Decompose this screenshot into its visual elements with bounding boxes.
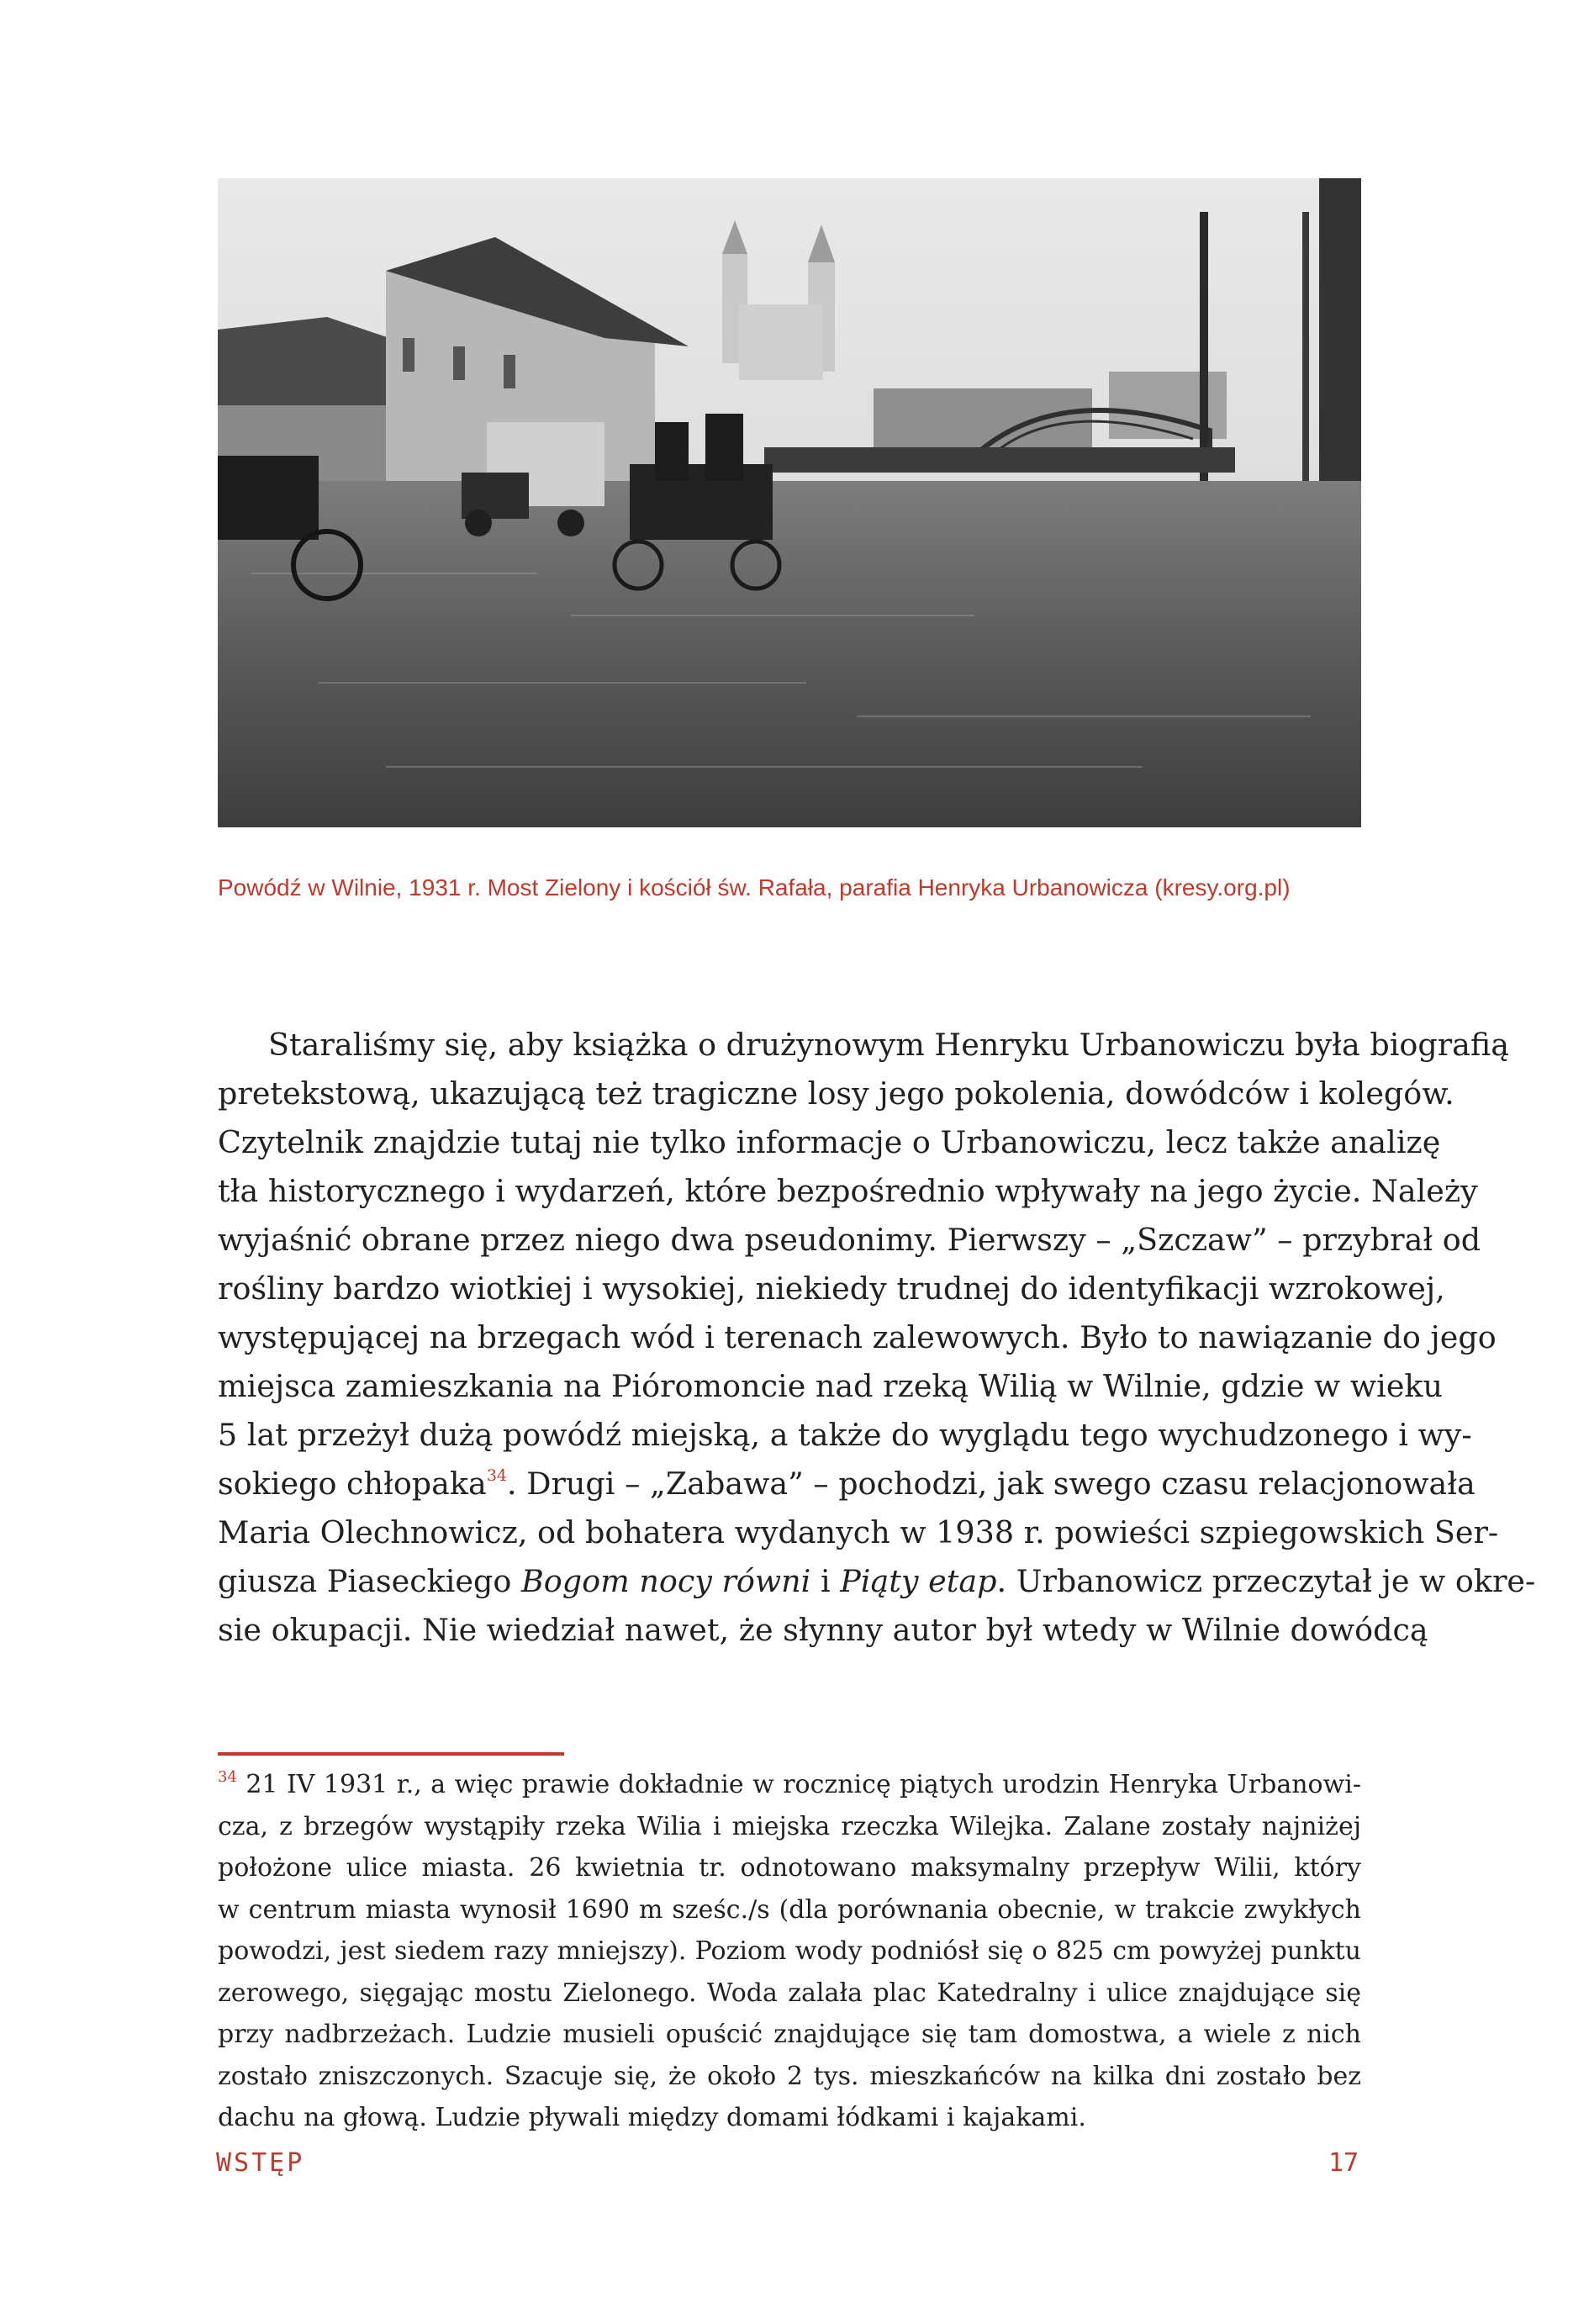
body-line: wyjaśnić obrane przez niego dwa pseudonimy. Pierwszy – „Szczaw” – przybrał od: [218, 1222, 1481, 1258]
footnote-divider: [218, 1752, 564, 1756]
body-line: 5 lat przeżył dużą powódź miejską, a także do wyglądu tego wychudzonego i wy-: [218, 1417, 1472, 1453]
footnote-line: powodzi, jest siedem razy mniejszy). Poziom wody podniósł się o 825 cm powyżej punktu: [218, 1936, 1361, 1966]
footnote-line: [218, 1764, 1361, 1806]
flood-photograph: [218, 178, 1361, 827]
book-title: Piąty etap: [840, 1563, 997, 1599]
page-number: 17: [1328, 2148, 1359, 2178]
footnote-line: przy nadbrzeżach. Ludzie musieli opuścić znajdujące się tam domostwa, a wiele z nich: [218, 2020, 1361, 2049]
footnote-line: zerowego, sięgając mostu Zielonego. Woda zalała plac Katedralny i ulice znajdujące się: [218, 1978, 1361, 2008]
body-line: Czytelnik znajdzie tutaj nie tylko informacje o Urbanowiczu, lecz także analizę: [218, 1124, 1441, 1160]
footnote-line: w centrum miasta wynosił 1690 m sześc./s (dla porównania obecnie, w trakcie zwykłych: [218, 1894, 1361, 1925]
body-line: sie okupacji. Nie wiedział nawet, że słynny autor był wtedy w Wilnie dowódcą: [218, 1612, 1428, 1648]
footnote-marker: 34: [218, 1768, 237, 1786]
body-line: Maria Olechnowicz, od bohatera wydanych w 1938 r. powieści szpiegowskich Ser-: [218, 1514, 1499, 1550]
body-line: tła historycznego i wydarzeń, które bezpośrednio wpływały na jego życie. Należy: [218, 1173, 1478, 1209]
footnote: [218, 1764, 1361, 2139]
body-line: miejsca zamieszkania na Pióromoncie nad rzeką Wilią w Wilnie, gdzie w wieku: [218, 1368, 1444, 1404]
footnote-text-run: 21 IV 1931 r., a więc prawie dokładnie w rocznicę piątych urodzin Henryka Urbanowi-: [236, 1770, 1361, 1799]
body-line: występującej na brzegach wód i terenach zalewowych. Było to nawiązanie do jego: [218, 1319, 1497, 1355]
footnote-line: cza, z brzegów wystąpiły rzeka Wilia i miejska rzeczka Wilejka. Zalane zostały najniżej: [218, 1811, 1361, 1841]
body-line: Staraliśmy się, aby książka o drużynowym Henryku Urbanowiczu była biografią: [268, 1027, 1510, 1063]
body-line: [218, 1557, 1536, 1606]
body-paragraph: [218, 1021, 1536, 1655]
footnote-line: zostało zniszczonych. Szacuje się, że około 2 tys. mieszkańców na kilka dni zostało bez: [218, 2061, 1361, 2091]
flood-photo-illustration: [218, 178, 1361, 827]
body-text-run: i: [810, 1563, 841, 1599]
footnote-reference[interactable]: 34: [486, 1466, 507, 1485]
body-text-run: giusza Piaseckiego: [218, 1563, 521, 1599]
body-text-run: sokiego chłopaka: [218, 1466, 487, 1502]
body-line: pretekstową, ukazującą też tragiczne losy jego pokolenia, dowódców i kolegów.: [218, 1075, 1454, 1112]
book-title: Bogom nocy równi: [520, 1563, 811, 1599]
footnote-line: położone ulice miasta. 26 kwietnia tr. odnotowano maksymalny przepływ Wilii, który: [218, 1853, 1361, 1883]
running-head: WSTĘP: [216, 2148, 305, 2178]
body-text-run: . Urbanowicz przeczytał je w okre-: [996, 1563, 1536, 1599]
figure-caption: Powódź w Wilnie, 1931 r. Most Zielony i kościół św. Rafała, parafia Henryka Urbanowicza (kresy.org.pl): [218, 874, 1291, 901]
footnote-line: dachu na głową. Ludzie pływali między domami łódkami i kajakami.: [218, 2103, 1086, 2132]
body-line: rośliny bardzo wiotkiej i wysokiej, niekiedy trudnej do identyfikacji wzrokowej,: [218, 1270, 1445, 1307]
body-text-run: . Drugi – „Zabawa” – pochodzi, jak swego czasu relacjonowała: [507, 1466, 1476, 1502]
body-line: [218, 1460, 1476, 1508]
